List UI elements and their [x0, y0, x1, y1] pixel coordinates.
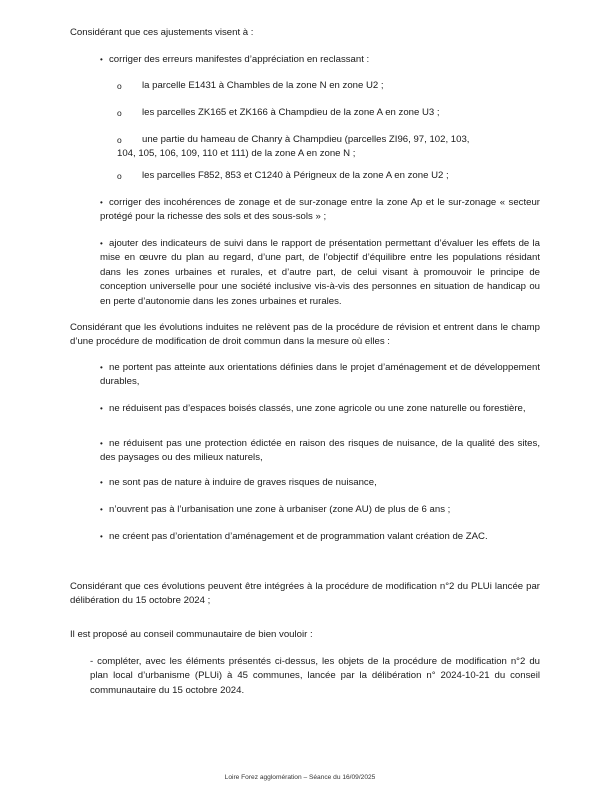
bullet-text: corriger des erreurs manifestes d’appréciation en reclassant :	[109, 54, 370, 65]
bullet-icon: •	[100, 404, 103, 413]
condition-text: ne réduisent pas d’espaces boisés classés, une zone agricole ou une zone naturelle ou forestière,	[109, 403, 526, 414]
bullet-text: corriger des incohérences de zonage et de sur-zonage entre la zone Ap et le sur-zonage « secteur protégé pour la richesse des sols et des sous-sols » ;	[100, 197, 540, 223]
sub-bullet-icon: o	[117, 171, 122, 181]
bullet-icon: •	[100, 55, 103, 64]
bullet-icon: •	[100, 478, 103, 487]
bullet-correct-errors	[100, 53, 540, 67]
intro-paragraph-3: Considérant que ces évolutions peuvent être intégrées à la procédure de modification n°2 du PLUi lancée par délibération du 15 octobre 2024 ;	[70, 581, 540, 607]
condition-text: ne réduisent pas une protection édictée en raison des risques de nuisance, de la qualité des sites, des paysages ou des milieux naturels,	[100, 438, 540, 464]
condition-item-5	[100, 503, 540, 517]
bullet-icon: •	[100, 505, 103, 514]
intro-paragraph-1: Considérant que ces ajustements visent à :	[70, 27, 254, 38]
intro-paragraph-2: Considérant que les évolutions induites ne relèvent pas de la procédure de révision et entrent dans le champ d’une procédure de modification de droit commun dans la mesure où elles :	[70, 322, 540, 348]
condition-item-1	[100, 361, 540, 390]
sub-bullet-icon: o	[117, 135, 122, 145]
condition-item-6	[100, 530, 540, 544]
sub-bullet-icon: o	[117, 108, 122, 118]
action-paragraph: - compléter, avec les éléments présentés ci-dessus, les objets de la procédure de modification n°2 du plan local d’urbanisme (PLUi) à 45 communes, lancée par la délibération n° 2024-10-21 du conseil communautaire du 15 octobre 2024.	[90, 656, 540, 696]
condition-text: ne sont pas de nature à induire de graves risques de nuisance,	[109, 477, 377, 488]
parcel-item-3-continued: 104, 105, 106, 109, 110 et 111) de la zone A en zone N ;	[117, 148, 356, 159]
bullet-icon: •	[100, 439, 103, 448]
parcel-item-2: les parcelles ZK165 et ZK166 à Champdieu de la zone A en zone U3 ;	[142, 107, 440, 118]
condition-text: n’ouvrent pas à l’urbanisation une zone à urbaniser (zone AU) de plus de 6 ans ;	[109, 504, 451, 515]
bullet-indicators	[100, 237, 540, 309]
bullet-text: ajouter des indicateurs de suivi dans le rapport de présentation permettant d’évaluer les effets de la mise en œuvre du plan au regard, d’une part, de l’objectif d’équilibre entre les populations résidant dans les zones urbaines et rurales, et d’autre part, de celui visant à promouvoir le principe de conception universelle pour une société inclusive vis-à-vis des personnes en situation de handicap ou en perte d’autonomie dans les zones urbaines et rurales.	[100, 238, 540, 307]
page-footer: Loire Forez agglomération – Séance du 16/09/2025	[224, 774, 376, 781]
bullet-icon: •	[100, 363, 103, 372]
bullet-icon: •	[100, 239, 103, 248]
condition-item-3	[100, 437, 540, 466]
sub-bullet-icon: o	[117, 81, 122, 91]
parcel-item-1: la parcelle E1431 à Chambles de la zone N en zone U2 ;	[142, 80, 384, 91]
condition-text: ne portent pas atteinte aux orientations définies dans le projet d’aménagement et de développement durables,	[100, 362, 540, 388]
condition-text: ne créent pas d’orientation d’aménagement et de programmation valant création de ZAC.	[109, 531, 488, 542]
parcel-item-4: les parcelles F852, 853 et C1240 à Périgneux de la zone A en zone U2 ;	[142, 170, 449, 181]
bullet-icon: •	[100, 532, 103, 541]
condition-item-2	[100, 402, 540, 416]
condition-item-4	[100, 476, 540, 490]
proposal-paragraph: Il est proposé au conseil communautaire de bien vouloir :	[70, 629, 313, 640]
bullet-incoherences	[100, 196, 540, 225]
parcel-item-3: une partie du hameau de Chanry à Champdieu (parcelles ZI96, 97, 102, 103,	[142, 134, 470, 145]
bullet-icon: •	[100, 198, 103, 207]
